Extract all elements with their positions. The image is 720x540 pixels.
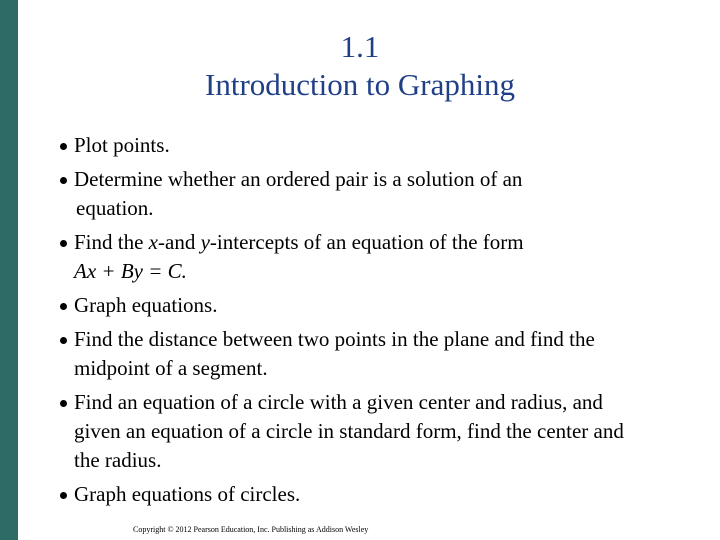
equation-form: Ax + By = C. [74,259,187,283]
list-item-text: Graph equations. [74,293,218,317]
list-item [60,480,710,509]
variable-x: x [148,230,158,254]
variable-y: y [200,230,210,254]
list-item-text: given an equation of a circle in standard form, find the center and [74,419,624,443]
list-item [60,165,710,223]
list-item [60,131,710,160]
bullet-icon [60,492,67,499]
list-item [60,291,710,320]
section-number: 1.1 [340,29,380,64]
list-item-text: Determine whether an ordered pair is a solution of an [74,167,523,191]
bullet-icon [60,303,67,310]
copyright-footer: Copyright © 2012 Pearson Education, Inc. Publishing as Addison Wesley [133,525,369,534]
bullet-icon [60,400,67,407]
list-item-text: Graph equations of circles. [74,482,301,506]
text-segment: -intercepts of an equation of the form [209,230,524,254]
list-item-text: equation. [76,196,154,220]
bullet-icon [60,177,67,184]
list-item-text: midpoint of a segment. [74,356,268,380]
bullet-icon [60,337,67,344]
list-item-text: Find the distance between two points in the plane and find the [74,327,595,351]
bullet-icon [60,240,67,247]
list-item-text: Plot points. [74,133,170,157]
text-segment: Find the [74,230,149,254]
slide-title [0,28,720,104]
section-title: Introduction to Graphing [205,67,515,102]
objectives-list [60,131,710,509]
list-item [60,388,710,475]
bullet-icon [60,143,67,150]
list-item-text [74,228,710,257]
text-segment: -and [158,230,201,254]
list-item [60,325,710,383]
list-item-text: Find an equation of a circle with a given center and radius, and [74,390,603,414]
list-item-text: the radius. [74,448,162,472]
list-item [60,228,710,286]
